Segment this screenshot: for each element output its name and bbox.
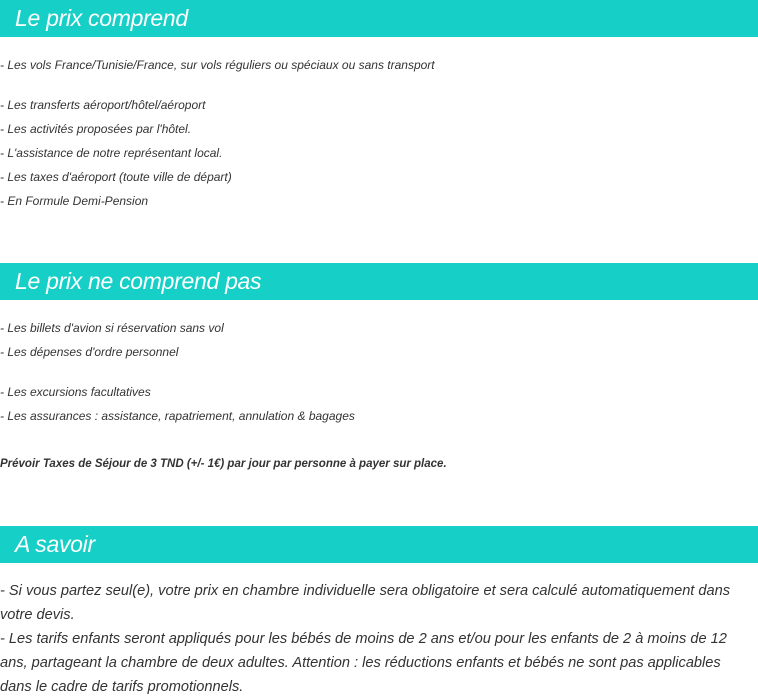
info-paragraph: - Si vous partez seul(e), votre prix en chambre individuelle sera obligatoire et sera calculé automatiquement dans votre devis. xyxy=(0,583,731,623)
section-header-a-savoir xyxy=(0,526,758,563)
list-item: - Les vols France/Tunisie/France, sur vols réguliers ou spéciaux ou sans transport xyxy=(0,58,435,72)
list-item: - En Formule Demi-Pension xyxy=(0,194,149,208)
list-item: - Les taxes d'aéroport (toute ville de départ) xyxy=(0,170,232,184)
list-item: - Les assurances : assistance, rapatriement, annulation & bagages xyxy=(0,409,355,423)
list-item: - L'assistance de notre représentant local. xyxy=(0,146,223,160)
list-item: - Les billets d'avion si réservation sans vol xyxy=(0,321,224,335)
tax-note: Prévoir Taxes de Séjour de 3 TND (+/- 1€) par jour par personne à payer sur place. xyxy=(0,458,447,470)
section-header-prix-ne-comprend-pas xyxy=(0,263,758,300)
section-title: Le prix comprend xyxy=(15,5,188,31)
list-item: - Les dépenses d'ordre personnel xyxy=(0,345,179,359)
section-title: A savoir xyxy=(15,531,95,557)
section-title: Le prix ne comprend pas xyxy=(15,268,262,294)
section-header-prix-comprend xyxy=(0,0,758,37)
list-item: - Les activités proposées par l'hôtel. xyxy=(0,122,192,136)
info-paragraph: - Les tarifs enfants seront appliqués pour les bébés de moins de 2 ans et/ou pour les enfants de 2 à moins de 12 ans, partageant la chambre de deux adultes. Attention : les réductions enfants et bébés ne sont pas applicables dans le cadre de tarifs promotionnels. xyxy=(0,631,727,695)
list-item: - Les transferts aéroport/hôtel/aéroport xyxy=(0,98,206,112)
list-item: - Les excursions facultatives xyxy=(0,385,151,399)
